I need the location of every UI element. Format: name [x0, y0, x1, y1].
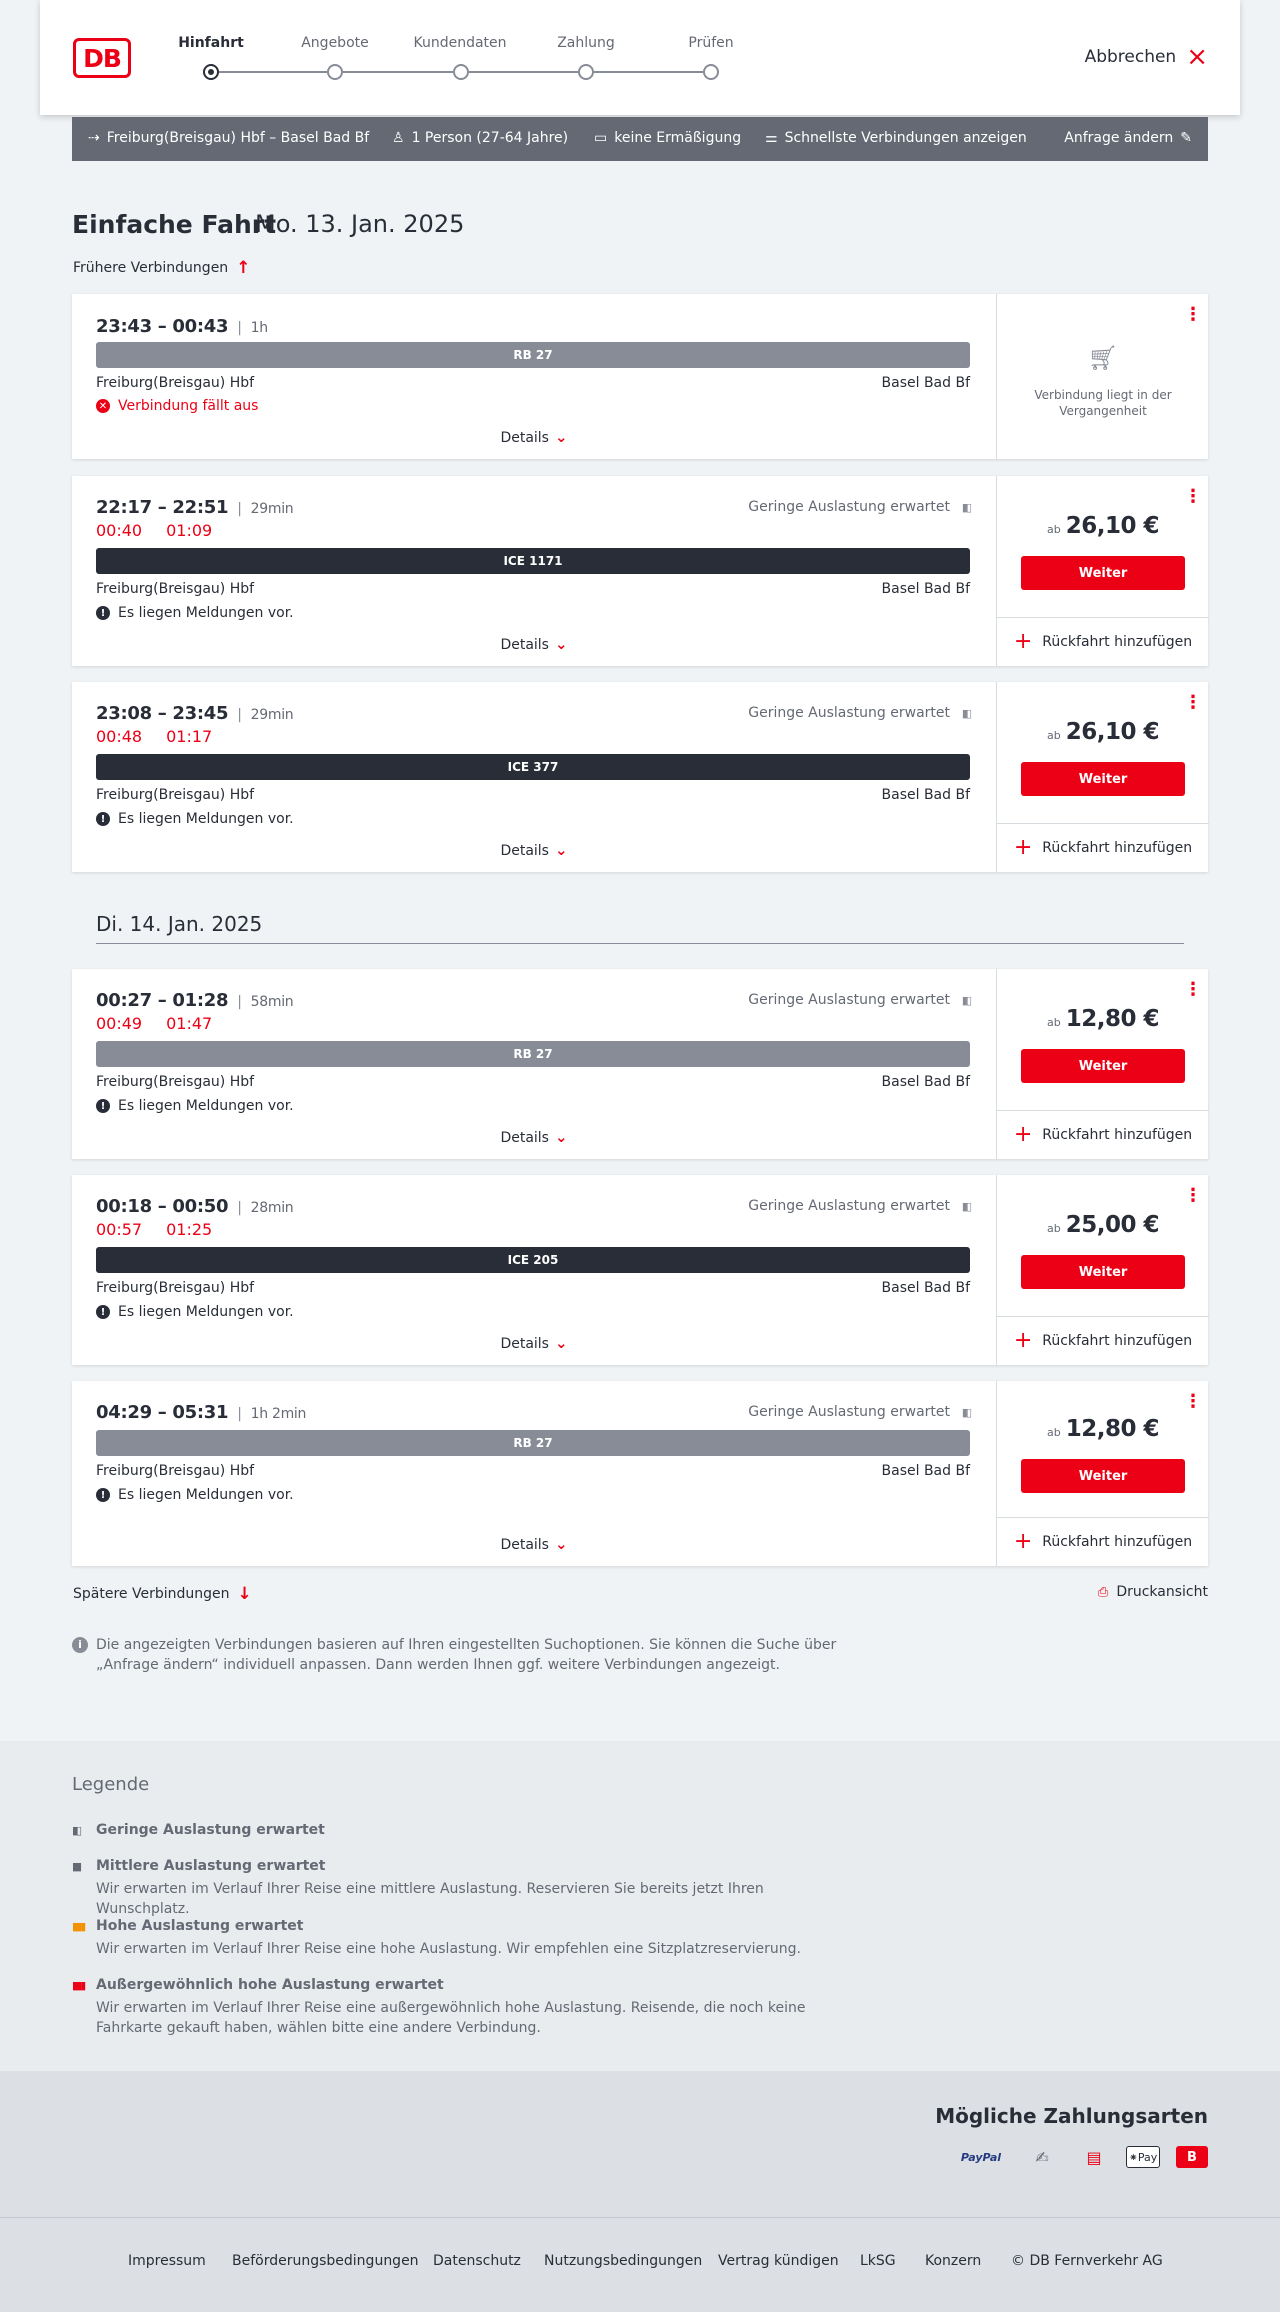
summary-route — [88, 130, 369, 146]
add-return-button[interactable]: + Rückfahrt hinzufügen — [997, 1110, 1209, 1158]
alert-icon: ! — [96, 1099, 110, 1113]
summary-persons — [392, 130, 568, 146]
step-kundendaten-dot — [453, 64, 469, 80]
continue-button[interactable]: Weiter — [1021, 762, 1185, 796]
load-low-icon: ▮▯ — [961, 1406, 970, 1419]
info-icon: i — [72, 1637, 88, 1653]
legend-title: Legende — [72, 1774, 150, 1795]
cart-icon: 🛒︎ — [1087, 344, 1119, 372]
notice-message: ! Es liegen Meldungen vor. — [96, 1304, 294, 1320]
change-request-label: Anfrage ändern — [1064, 130, 1174, 146]
offer-panel — [996, 1381, 1208, 1566]
legend-item-title: Außergewöhnlich hohe Auslastung erwartet — [96, 1977, 444, 1993]
details-toggle[interactable]: Details ⌄ — [500, 1535, 568, 1553]
load-indicator: Geringe Auslastung erwartet ▮▯ — [748, 1404, 970, 1420]
past-note: Verbindung liegt in der Vergangenheit — [1034, 388, 1172, 418]
chevron-down-icon: ⌄ — [554, 428, 568, 446]
header — [40, 0, 1240, 115]
more-menu-icon[interactable]: ⋮ — [1184, 1185, 1202, 1206]
person-icon: ♙ — [392, 130, 405, 146]
plus-icon: + — [1013, 1528, 1033, 1554]
train-bar[interactable]: ICE 377 — [96, 754, 970, 780]
search-summary-bar — [72, 117, 1208, 161]
load-high-icon: ▮▮▮ — [72, 1920, 85, 1933]
footer-link-vertrag-kuendigen[interactable]: Vertrag kündigen — [718, 2253, 839, 2269]
notice-message: ! Es liegen Meldungen vor. — [96, 605, 294, 621]
alert-icon: ! — [96, 812, 110, 826]
offer-panel — [996, 476, 1208, 666]
step-line — [218, 71, 327, 73]
connection-card — [72, 1381, 1208, 1566]
alert-icon: ! — [96, 1305, 110, 1319]
plus-icon: + — [1013, 1327, 1033, 1353]
chevron-down-icon: ⌄ — [554, 1334, 568, 1352]
info-note: i Die angezeigten Verbindungen basieren auf Ihren eingestellten Suchoptionen. Sie können die Suche über „Anfrage ändern“ individuell anpassen. Dann werden Ihnen ggf. weitere Verbindungen angezeigt. — [72, 1635, 852, 1675]
day-header: Di. 14. Jan. 2025 — [96, 912, 263, 936]
more-menu-icon[interactable]: ⋮ — [1184, 692, 1202, 713]
add-return-button[interactable]: + Rückfahrt hinzufügen — [997, 1517, 1209, 1565]
footer-link-datenschutz[interactable]: Datenschutz — [433, 2253, 521, 2269]
price: ab 12,80 € — [1046, 1006, 1160, 1032]
summary-route-label: Freiburg(Breisgau) Hbf – Basel Bad Bf — [106, 130, 370, 146]
connection-card — [72, 969, 1208, 1159]
later-connections-link[interactable] — [73, 1584, 252, 1604]
load-medium-icon: ▮▮ — [72, 1860, 81, 1873]
invoice-icon: ▤ — [1086, 2147, 1102, 2167]
price: ab 25,00 € — [1046, 1212, 1160, 1238]
departure-station: Freiburg(Breisgau) Hbf — [96, 1463, 255, 1479]
summary-fastest-label: Schnellste Verbindungen anzeigen — [784, 130, 1027, 146]
step-line — [594, 71, 703, 73]
legend-item-desc: Wir erwarten im Verlauf Ihrer Reise eine mittlere Auslastung. Reservieren Sie bereits jetzt Ihren Wunschplatz. — [96, 1881, 764, 1917]
step-line — [343, 71, 453, 73]
add-return-button[interactable]: + Rückfahrt hinzufügen — [997, 823, 1209, 871]
abort-button[interactable] — [1084, 42, 1208, 72]
continue-button[interactable]: Weiter — [1021, 1255, 1185, 1289]
arrival-station: Basel Bad Bf — [881, 581, 970, 597]
step-pruefen-label: Prüfen — [688, 35, 734, 51]
earlier-connections-link[interactable] — [73, 258, 250, 278]
departure-station: Freiburg(Breisgau) Hbf — [96, 581, 255, 597]
departure-station: Freiburg(Breisgau) Hbf — [96, 1074, 255, 1090]
print-label: Druckansicht — [1116, 1584, 1208, 1600]
chevron-down-icon: ⌄ — [554, 635, 568, 653]
sepa-icon: ✍ — [1035, 2147, 1049, 2167]
plus-icon: + — [1013, 1121, 1033, 1147]
continue-button[interactable]: Weiter — [1021, 1049, 1185, 1083]
paypal-icon: PayPal — [960, 2150, 1002, 2164]
load-indicator: Geringe Auslastung erwartet ▮▯ — [748, 1198, 970, 1214]
pencil-icon: ✎ — [1180, 130, 1192, 146]
details-toggle[interactable]: Details ⌄ — [500, 1334, 568, 1352]
add-return-button[interactable]: + Rückfahrt hinzufügen — [997, 1316, 1209, 1364]
train-bar[interactable]: ICE 205 — [96, 1247, 970, 1273]
realtime-times: 00:48 01:17 — [96, 727, 213, 746]
train-bar[interactable]: ICE 1171 — [96, 548, 970, 574]
connection-card — [72, 1175, 1208, 1365]
db-card-icon: B — [1176, 2146, 1208, 2168]
cancel-message: ✕ Verbindung fällt aus — [96, 398, 258, 414]
arrival-station: Basel Bad Bf — [881, 375, 970, 391]
price: ab 26,10 € — [1046, 719, 1160, 745]
load-low-icon: ▮▯ — [961, 1200, 970, 1213]
payment-section — [0, 2071, 1280, 2217]
realtime-times: 00:40 01:09 — [96, 521, 213, 540]
chevron-down-icon: ⌄ — [554, 1535, 568, 1553]
plus-icon: + — [1013, 834, 1033, 860]
footer-link-konzern[interactable]: Konzern — [925, 2253, 982, 2269]
step-angebote-dot — [327, 64, 343, 80]
realtime-times: 00:49 01:47 — [96, 1014, 213, 1033]
offer-panel — [996, 969, 1208, 1159]
connection-times: 00:27 – 01:28 | 58min — [96, 990, 294, 1011]
offer-panel — [996, 682, 1208, 872]
page-title: Einfache Fahrt — [72, 210, 277, 239]
arrow-down-icon: ↓ — [237, 1584, 252, 1604]
step-hinfahrt-dot — [203, 64, 219, 80]
connection-times: 00:18 – 00:50 | 28min — [96, 1196, 294, 1217]
alert-icon: ! — [96, 606, 110, 620]
connection-card — [72, 294, 1208, 459]
legend-item-desc: Wir erwarten im Verlauf Ihrer Reise eine außergewöhnlich hohe Auslastung. Reisende, die noch keine Fahrkarte gekauft haben, wählen bitte eine andere Verbindung. — [96, 2000, 806, 2036]
arrival-station: Basel Bad Bf — [881, 1074, 970, 1090]
alert-icon: ! — [96, 1488, 110, 1502]
details-toggle[interactable]: Details ⌄ — [500, 635, 568, 653]
offer-panel — [996, 1175, 1208, 1365]
cancel-icon: ✕ — [96, 399, 110, 413]
more-menu-icon[interactable]: ⋮ — [1184, 979, 1202, 1000]
connection-card — [72, 476, 1208, 666]
more-menu-icon[interactable]: ⋮ — [1184, 304, 1202, 325]
connection-times: 23:43 – 00:43 | 1h — [96, 316, 268, 337]
load-indicator: Geringe Auslastung erwartet ▮▯ — [748, 992, 970, 1008]
chevron-down-icon: ⌄ — [554, 1128, 568, 1146]
step-hinfahrt-label: Hinfahrt — [178, 35, 244, 51]
later-label: Spätere Verbindungen — [73, 1586, 230, 1602]
footer-link-lksg[interactable]: LkSG — [860, 2253, 896, 2269]
arrival-station: Basel Bad Bf — [881, 787, 970, 803]
step-kundendaten-label: Kundendaten — [413, 35, 507, 51]
summary-discount-label: keine Ermäßigung — [614, 130, 742, 146]
chevron-down-icon: ⌄ — [554, 841, 568, 859]
details-toggle[interactable]: Details ⌄ — [500, 428, 568, 446]
continue-button[interactable]: Weiter — [1021, 556, 1185, 590]
connection-times: 23:08 – 23:45 | 29min — [96, 703, 294, 724]
summary-discount — [594, 130, 741, 146]
load-exceptional-icon: ▮▮▮ — [72, 1979, 85, 1992]
connection-card — [72, 682, 1208, 872]
departure-station: Freiburg(Breisgau) Hbf — [96, 787, 255, 803]
footer-copyright: © DB Fernverkehr AG — [1011, 2253, 1163, 2269]
payment-title: Mögliche Zahlungsarten — [935, 2104, 1208, 2128]
continue-button[interactable]: Weiter — [1021, 1459, 1185, 1493]
arrow-up-icon: ↑ — [236, 258, 251, 278]
page-date: Mo. 13. Jan. 2025 — [255, 210, 465, 238]
apple-pay-icon: ⁕ Pay — [1126, 2146, 1160, 2168]
arrival-station: Basel Bad Bf — [881, 1463, 970, 1479]
load-low-icon: ▮▯ — [72, 1824, 81, 1837]
card-icon: ▭ — [594, 130, 608, 146]
notice-message: ! Es liegen Meldungen vor. — [96, 1098, 294, 1114]
summary-persons-label: 1 Person (27-64 Jahre) — [411, 130, 569, 146]
step-angebote-label: Angebote — [301, 35, 369, 51]
connection-times: 04:29 – 05:31 | 1h 2min — [96, 1402, 307, 1423]
legend-item-title: Geringe Auslastung erwartet — [96, 1822, 325, 1838]
train-bar[interactable]: RB 27 — [96, 1430, 970, 1456]
notice-message: ! Es liegen Meldungen vor. — [96, 1487, 294, 1503]
departure-station: Freiburg(Breisgau) Hbf — [96, 1280, 255, 1296]
add-return-button[interactable]: + Rückfahrt hinzufügen — [997, 617, 1209, 665]
abort-label: Abbrechen — [1084, 47, 1177, 67]
arrow-right-icon: ⇢ — [88, 130, 100, 146]
price: ab 26,10 € — [1046, 513, 1160, 539]
footer-link-impressum[interactable]: Impressum — [128, 2253, 206, 2269]
legend-item-desc: Wir erwarten im Verlauf Ihrer Reise eine hohe Auslastung. Wir empfehlen eine Sitzplatzreservierung. — [96, 1941, 801, 1957]
summary-fastest — [765, 130, 1027, 146]
more-menu-icon[interactable]: ⋮ — [1184, 486, 1202, 507]
step-line — [469, 71, 578, 73]
legend-item-title: Mittlere Auslastung erwartet — [96, 1858, 326, 1874]
load-low-icon: ▮▯ — [961, 994, 970, 1007]
offer-panel — [996, 294, 1208, 459]
close-icon: × — [1186, 42, 1208, 72]
step-zahlung-label: Zahlung — [557, 35, 615, 51]
load-low-icon: ▮▯ — [961, 501, 970, 514]
print-view-link[interactable] — [1098, 1584, 1208, 1600]
details-toggle[interactable]: Details ⌄ — [500, 841, 568, 859]
db-logo[interactable]: DB — [73, 38, 131, 78]
step-zahlung-dot — [578, 64, 594, 80]
sliders-icon: ⚌ — [765, 130, 778, 146]
day-divider — [96, 943, 1184, 944]
printer-icon: ⎙ — [1097, 1584, 1109, 1600]
realtime-times: 00:57 01:25 — [96, 1220, 213, 1239]
more-menu-icon[interactable]: ⋮ — [1184, 1391, 1202, 1412]
legend-item-title: Hohe Auslastung erwartet — [96, 1918, 304, 1934]
price: ab 12,80 € — [1046, 1416, 1160, 1442]
load-low-icon: ▮▯ — [961, 707, 970, 720]
plus-icon: + — [1013, 628, 1033, 654]
connection-times: 22:17 – 22:51 | 29min — [96, 497, 294, 518]
load-indicator: Geringe Auslastung erwartet ▮▯ — [748, 705, 970, 721]
step-pruefen-dot — [703, 64, 719, 80]
footer-link-nutzungsbedingungen[interactable]: Nutzungsbedingungen — [544, 2253, 703, 2269]
arrival-station: Basel Bad Bf — [881, 1280, 970, 1296]
train-bar[interactable]: RB 27 — [96, 342, 970, 368]
departure-station: Freiburg(Breisgau) Hbf — [96, 375, 255, 391]
change-request-button[interactable] — [1064, 130, 1192, 146]
details-toggle[interactable]: Details ⌄ — [500, 1128, 568, 1146]
load-indicator: Geringe Auslastung erwartet ▮▯ — [748, 499, 970, 515]
train-bar[interactable]: RB 27 — [96, 1041, 970, 1067]
earlier-label: Frühere Verbindungen — [73, 260, 229, 276]
notice-message: ! Es liegen Meldungen vor. — [96, 811, 294, 827]
footer-link-befoerderungsbedingungen[interactable]: Beförderungsbedingungen — [232, 2253, 419, 2269]
